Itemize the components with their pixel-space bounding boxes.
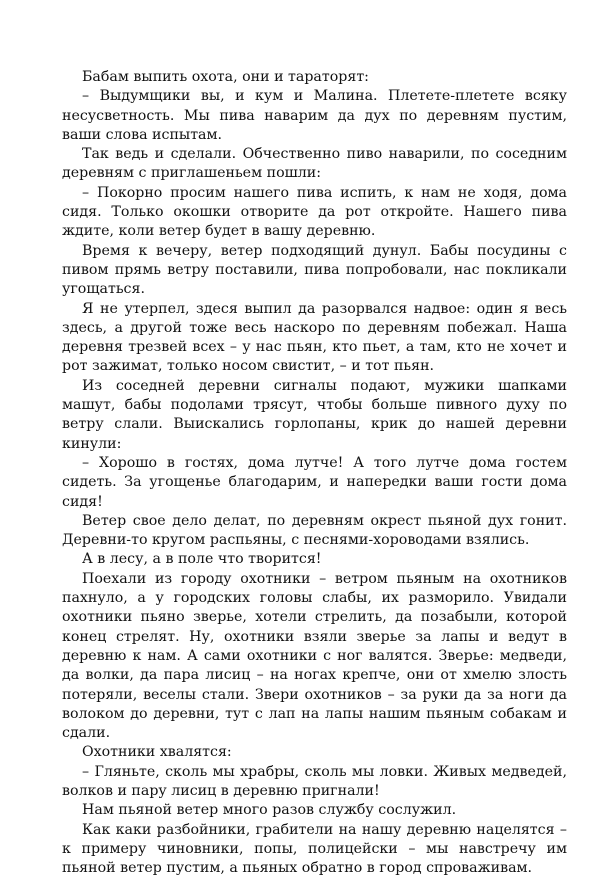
paragraph-3: Так ведь и сделали. Обчественно пиво наварили, по соседним деревням с приглашеньем пошли: [62,146,567,182]
paragraph-1: Бабам выпить охота, они и тараторят: [82,69,369,85]
paragraph-15: Как каки разбойники, грабители на нашу деревню нацелятся – к примеру чиновники, попы, полицейски – мы навстречу им пьяной ветер пустим, а пьяных обратно в город спроваживам. [62,821,567,877]
paragraph-8: – Хорошо в гостях, дома лутче! А того лутче дома гостем сидеть. За угощенье благодарим, и напередки ваши гости дома сидя! [62,454,567,510]
paragraph-6: Я не утерпел, здеся выпил да разорвался надвое: один я весь здесь, а другой тоже весь наскоро по деревням побежал. Наша деревня трезвей всех – у нас пьян, кто пьет, а там, кто не хочет и рот зажимат, только носом свистит, – и тот пьян. [62,300,567,375]
paragraph-10: А в лесу, а в поле что творится! [82,551,322,568]
document-page [62,68,567,878]
paragraph-13: – Гляньте, сколь мы храбры, сколь мы ловки. Живых медведей, волков и пару лисиц в деревню пригнали! [62,763,567,799]
paragraph-12: Охотники хвалятся: [82,744,232,761]
paragraph-11: Поехали из городу охотники – ветром пьяным на охотников пахнуло, а у городских головы слабы, их разморило. Увидали охотники пьяно зверье, хотели стрелить, да позабыли, которой конец стрелят. Ну, охотники взяли зверье за лапы и ведут в деревню к нам. А сами охотники с ног валятся. Зверье: медведи, да волки, да пара лисиц – на ногах крепче, они от хмелю злость потеряли, веселы стали. Звери охотников – за руки да за ноги да волоком до деревни, тут с лап на лапы нашим пьяным собакам и сдали. [62,570,567,742]
paragraph-7: Из соседней деревни сигналы подают, мужики шапками машут, бабы подолами трясут, чтобы больше пивного духу по ветру слали. Выискались горлопаны, крик до нашей деревни кинули: [62,377,567,452]
paragraph-14: Нам пьяной ветер много разов службу сослужил. [82,802,457,819]
paragraph-5: Время к вечеру, ветер подходящий дунул. Бабы посудины с пивом прямь ветру поставили, пива попробовали, нас покликали угощаться. [62,242,567,298]
paragraph-4: – Покорно просим нашего пива испить, к нам не ходя, дома сидя. Только окошки отворите да рот откройте. Нашего пива ждите, коли ветер будет в вашу деревню. [62,184,567,240]
paragraph-9: Ветер свое дело делат, по деревням окрест пьяной дух гонит. Деревни-то кругом распьяны, с песнями-хороводами взялись. [62,512,567,549]
paragraph-2: – Выдумщики вы, и кум и Малина. Плетете-плетете всяку несусветность. Мы пива наварим да дух по деревням пустим, ваши слова испытам. [62,88,567,143]
